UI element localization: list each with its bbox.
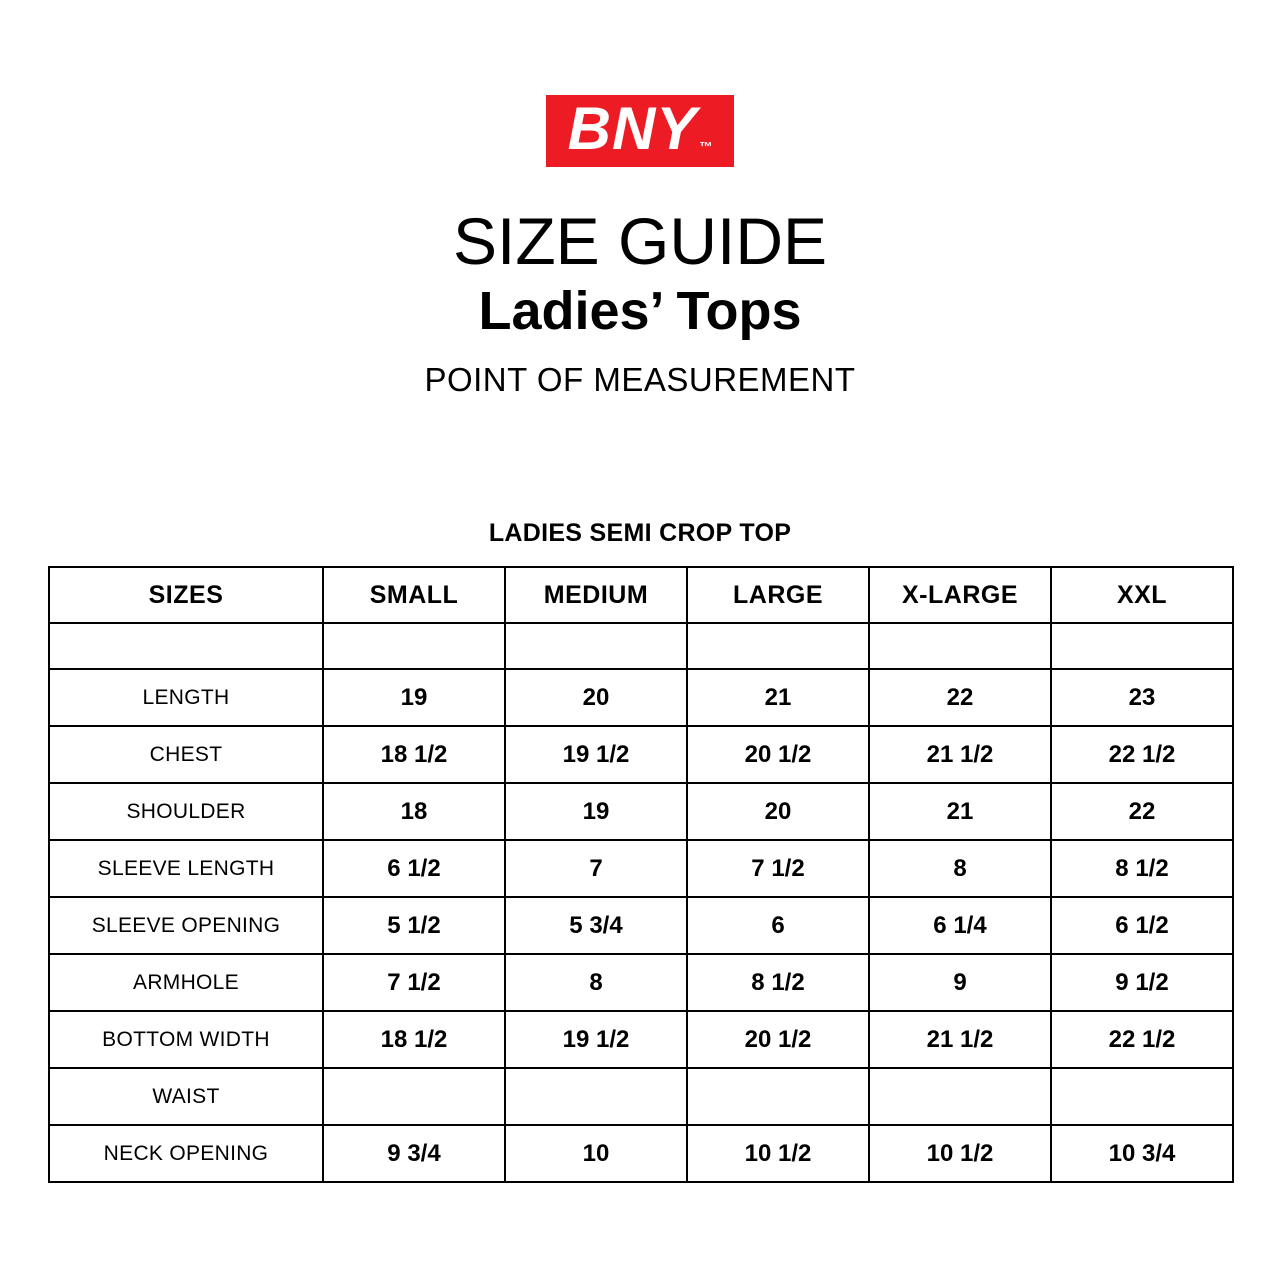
table-row bbox=[49, 897, 1233, 954]
row-value: 8 bbox=[869, 840, 1051, 897]
column-header-large: LARGE bbox=[687, 567, 869, 623]
row-value: 19 bbox=[505, 783, 687, 840]
row-value: 6 1/2 bbox=[1051, 897, 1233, 954]
spacer-cell bbox=[49, 623, 323, 669]
table-row bbox=[49, 1011, 1233, 1068]
spacer-cell bbox=[323, 623, 505, 669]
row-value bbox=[323, 1068, 505, 1125]
row-value: 22 bbox=[1051, 783, 1233, 840]
row-value: 19 1/2 bbox=[505, 1011, 687, 1068]
column-header-sizes: SIZES bbox=[49, 567, 323, 623]
row-value: 5 3/4 bbox=[505, 897, 687, 954]
row-value: 7 1/2 bbox=[687, 840, 869, 897]
row-value: 19 1/2 bbox=[505, 726, 687, 783]
row-label: LENGTH bbox=[49, 669, 323, 726]
table-row bbox=[49, 1068, 1233, 1125]
table-caption: LADIES SEMI CROP TOP bbox=[488, 519, 792, 547]
page-title: SIZE GUIDE bbox=[452, 204, 828, 278]
row-label: SLEEVE OPENING bbox=[49, 897, 323, 954]
row-value: 21 bbox=[687, 669, 869, 726]
row-label: CHEST bbox=[49, 726, 323, 783]
row-value: 21 bbox=[869, 783, 1051, 840]
spacer-cell bbox=[869, 623, 1051, 669]
table-row bbox=[49, 840, 1233, 897]
table-row bbox=[49, 783, 1233, 840]
row-value: 22 1/2 bbox=[1051, 1011, 1233, 1068]
brand-logo-text: BNY bbox=[567, 95, 698, 162]
table-header-row bbox=[49, 567, 1233, 623]
row-value: 10 1/2 bbox=[687, 1125, 869, 1182]
brand-logo bbox=[546, 95, 735, 167]
row-value: 8 1/2 bbox=[687, 954, 869, 1011]
row-value: 20 1/2 bbox=[687, 1011, 869, 1068]
column-header-medium: MEDIUM bbox=[505, 567, 687, 623]
page-subtitle: Ladies’ Tops bbox=[478, 281, 802, 341]
row-label: SHOULDER bbox=[49, 783, 323, 840]
row-label: NECK OPENING bbox=[49, 1125, 323, 1182]
row-label: ARMHOLE bbox=[49, 954, 323, 1011]
row-value bbox=[687, 1068, 869, 1125]
row-value: 5 1/2 bbox=[323, 897, 505, 954]
size-table-wrap bbox=[48, 566, 1232, 1183]
row-value bbox=[1051, 1068, 1233, 1125]
row-value: 18 1/2 bbox=[323, 1011, 505, 1068]
size-table bbox=[48, 566, 1234, 1183]
point-of-measurement-label: POINT OF MEASUREMENT bbox=[424, 361, 856, 398]
column-header-x-large: X-LARGE bbox=[869, 567, 1051, 623]
row-value: 6 1/4 bbox=[869, 897, 1051, 954]
row-value: 9 1/2 bbox=[1051, 954, 1233, 1011]
table-row bbox=[49, 1125, 1233, 1182]
row-value: 21 1/2 bbox=[869, 1011, 1051, 1068]
row-value: 7 bbox=[505, 840, 687, 897]
row-value: 9 3/4 bbox=[323, 1125, 505, 1182]
row-value: 21 1/2 bbox=[869, 726, 1051, 783]
row-value: 23 bbox=[1051, 669, 1233, 726]
column-header-small: SMALL bbox=[323, 567, 505, 623]
row-value: 8 bbox=[505, 954, 687, 1011]
row-value: 6 1/2 bbox=[323, 840, 505, 897]
row-value: 10 3/4 bbox=[1051, 1125, 1233, 1182]
row-value: 20 1/2 bbox=[687, 726, 869, 783]
row-value: 18 1/2 bbox=[323, 726, 505, 783]
row-value bbox=[869, 1068, 1051, 1125]
spacer-cell bbox=[505, 623, 687, 669]
row-value: 9 bbox=[869, 954, 1051, 1011]
row-value bbox=[505, 1068, 687, 1125]
row-value: 22 bbox=[869, 669, 1051, 726]
spacer-cell bbox=[687, 623, 869, 669]
column-header-xxl: XXL bbox=[1051, 567, 1233, 623]
table-row bbox=[49, 726, 1233, 783]
table-row bbox=[49, 669, 1233, 726]
row-label: SLEEVE LENGTH bbox=[49, 840, 323, 897]
spacer-cell bbox=[1051, 623, 1233, 669]
row-value: 8 1/2 bbox=[1051, 840, 1233, 897]
row-value: 6 bbox=[687, 897, 869, 954]
table-spacer-row bbox=[49, 623, 1233, 669]
row-value: 22 1/2 bbox=[1051, 726, 1233, 783]
row-value: 20 bbox=[505, 669, 687, 726]
row-label: BOTTOM WIDTH bbox=[49, 1011, 323, 1068]
brand-logo-badge bbox=[546, 95, 735, 167]
row-value: 19 bbox=[323, 669, 505, 726]
row-value: 10 bbox=[505, 1125, 687, 1182]
row-value: 10 1/2 bbox=[869, 1125, 1051, 1182]
row-value: 18 bbox=[323, 783, 505, 840]
row-label: WAIST bbox=[49, 1068, 323, 1125]
table-row bbox=[49, 954, 1233, 1011]
row-value: 20 bbox=[687, 783, 869, 840]
row-value: 7 1/2 bbox=[323, 954, 505, 1011]
trademark-icon: ™ bbox=[699, 139, 713, 154]
